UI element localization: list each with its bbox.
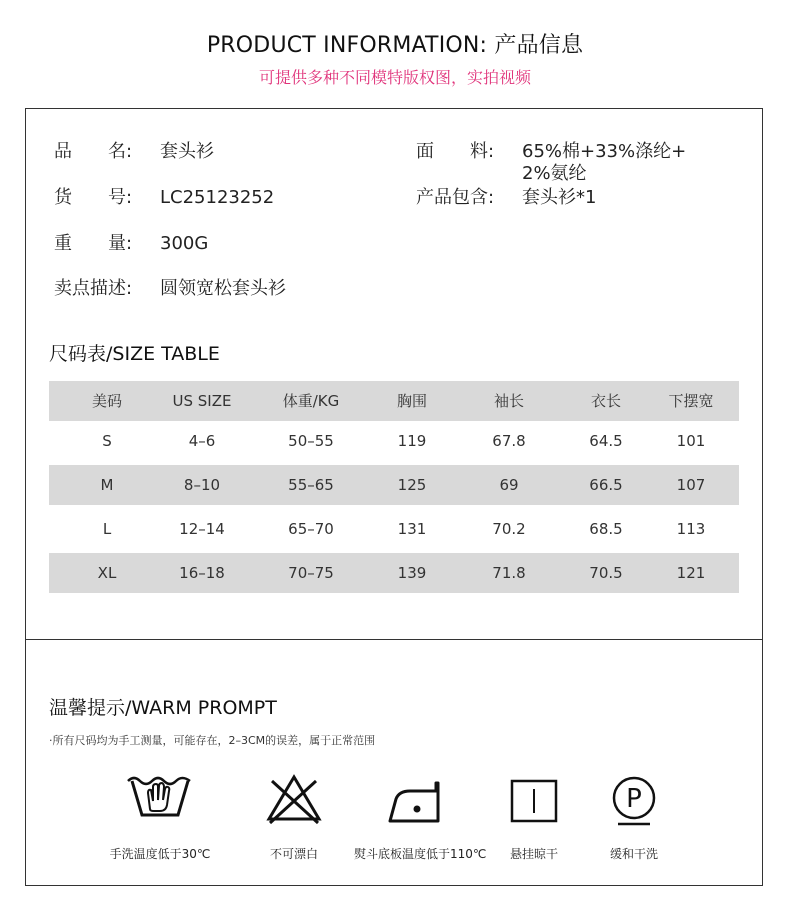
care-label: 熨斗底板温度低于110℃ (354, 847, 487, 861)
table-cell: 70.2 (492, 520, 526, 538)
table-cell: 12–14 (179, 520, 225, 538)
page-header-subtitle: 可提供多种不同模特版权图，实拍视频 (258, 68, 531, 87)
table-cell: L (102, 520, 112, 538)
hand-wash-icon (100, 769, 220, 829)
table-cell: 70.5 (589, 564, 623, 582)
table-header-row (49, 381, 739, 421)
section-divider (26, 639, 762, 640)
table-cell: 107 (676, 476, 706, 494)
care-item-iron (354, 769, 487, 861)
svg-text:P: P (626, 784, 642, 814)
table-header-cell: 袖长 (493, 392, 525, 410)
table-cell: 66.5 (589, 476, 623, 494)
table-row (49, 421, 739, 461)
fabric-label: 面 料: (416, 141, 495, 162)
table-header-cell: 胸围 (396, 392, 428, 410)
table-header-cell: 美码 (91, 392, 123, 410)
table-cell: 50–55 (288, 432, 334, 450)
sku-value: LC25123252 (160, 187, 275, 208)
size-table-title: 尺码表/SIZE TABLE (49, 343, 220, 365)
table-cell: 125 (397, 476, 427, 494)
table-cell: 65–70 (288, 520, 334, 538)
care-label: 悬挂晾干 (509, 847, 558, 861)
package-label: 产品包含: (416, 187, 495, 208)
table-header-cell: 下摆宽 (668, 392, 714, 410)
care-item-no-bleach (234, 769, 354, 861)
table-row (49, 465, 739, 505)
table-cell: 55–65 (288, 476, 334, 494)
table-cell: 70–75 (288, 564, 334, 582)
table-cell: 71.8 (492, 564, 526, 582)
table-header-cell: US SIZE (172, 392, 232, 410)
table-row (49, 509, 739, 549)
table-header-cell: 体重/KG (282, 392, 340, 410)
no-bleach-icon (234, 769, 354, 829)
name-value: 套头衫 (160, 141, 214, 162)
table-cell: 8–10 (183, 476, 221, 494)
table-cell: 131 (397, 520, 427, 538)
table-cell: S (102, 432, 112, 450)
sku-label: 货 号: (54, 187, 133, 208)
table-cell: XL (97, 564, 117, 582)
table-cell: 64.5 (589, 432, 623, 450)
table-cell: 119 (397, 432, 427, 450)
warm-prompt-title: 温馨提示/WARM PROMPT (49, 697, 277, 719)
package-value: 套头衫*1 (522, 187, 597, 208)
table-row (49, 553, 739, 593)
table-cell: 121 (676, 564, 706, 582)
table-cell: 69 (499, 476, 519, 494)
selling-point-value: 圆领宽松套头衫 (160, 278, 286, 299)
product-info-frame (25, 108, 763, 886)
care-item-hand-wash (100, 769, 220, 861)
table-cell: 4–6 (188, 432, 216, 450)
table-cell: M (100, 476, 114, 494)
table-cell: 16–18 (179, 564, 225, 582)
table-cell: 67.8 (492, 432, 526, 450)
table-cell: 68.5 (589, 520, 623, 538)
weight-label: 重 量: (54, 233, 133, 254)
fabric-value-line1: 65%棉+33%涤纶+ (522, 141, 687, 162)
iron-low-icon (354, 769, 474, 829)
care-label: 缓和干洗 (609, 847, 658, 861)
care-label: 手洗温度低于30℃ (109, 847, 211, 861)
warm-prompt-note: ·所有尺码均为手工测量，可能存在，2–3CM的误差，属于正常范围 (49, 734, 376, 747)
care-item-dry-clean (574, 769, 694, 861)
table-cell: 101 (676, 432, 706, 450)
table-header-cell: 衣长 (590, 392, 622, 410)
dry-clean-p-icon (574, 769, 694, 829)
page-header-title: PRODUCT INFORMATION: 产品信息 (206, 33, 584, 58)
name-label: 品 名: (54, 141, 133, 162)
selling-point-label: 卖点描述: (54, 278, 133, 299)
table-cell: 139 (397, 564, 427, 582)
weight-value: 300G (160, 233, 209, 254)
fabric-value-line2: 2%氨纶 (522, 163, 587, 184)
table-cell: 113 (676, 520, 706, 538)
care-label: 不可漂白 (269, 847, 318, 861)
